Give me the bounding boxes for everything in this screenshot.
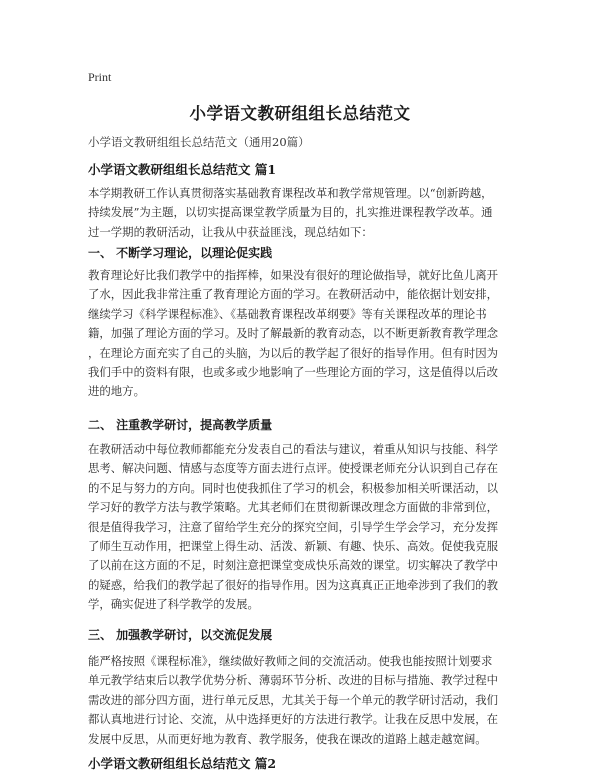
article-heading-2: 小学语文教研组组长总结范文 篇2	[88, 756, 277, 771]
section-heading-3: 三、 加强教学研讨，以交流促发展	[88, 628, 273, 642]
text-line: 过一学期的教研活动，让我从中获益匪浅，现总结如下：	[88, 224, 373, 239]
document-subtitle: 小学语文教研组组长总结范文（通用20篇）	[88, 135, 310, 149]
text-line: ，在理论方面充实了自己的头脑，为以后的教学起了很好的指导作用。但有时因为	[88, 345, 499, 360]
text-line: 进的地方。	[88, 384, 145, 399]
section-heading-2: 二、 注重教学研讨，提高教学质量	[88, 418, 273, 432]
section-1-paragraph	[88, 266, 520, 402]
text-line: 的不足与努力的方向。同时也使我抓住了学习的机会，积极参加相关听课活动，以	[88, 480, 499, 495]
text-line: 本学期教研工作认真贯彻落实基础教育课程改革和教学常规管理。以“创新跨越，	[88, 186, 493, 200]
text-line: 发展中反思，从而更好地为教育、教学服务，使我在课改的道路上越走越宽阔。	[88, 731, 487, 746]
text-line: 继续学习《科学课程标准》、《基础教育课程改革纲要》等有关课程改革的理论书	[88, 306, 487, 321]
text-line: 都认真地进行讨论、交流，从中选择更好的方法进行教学。让我在反思中发展，在	[88, 712, 499, 727]
text-line: 思考、解决问题、情感与态度等方面去进行点评。使授课老师充分认识到自己存在	[88, 461, 499, 476]
text-line: 学，确实促进了科学教学的发展。	[88, 597, 259, 612]
text-line: 单元教学结束后以教学优势分析、薄弱环节分析、改进的目标与措施、教学过程中	[88, 673, 499, 688]
text-line: 持续发展”为主题，以切实提高课堂教学质量为目的，扎实推进课程教学改革。通	[88, 205, 493, 220]
intro-paragraph	[88, 184, 520, 242]
text-line: 很是值得我学习，注意了留给学生充分的探究空间，引导学生学会学习，充分发挥	[88, 519, 499, 534]
page-title: 小学语文教研组组长总结范文	[189, 104, 411, 123]
section-2-paragraph	[88, 440, 520, 615]
text-line: 我们手中的资料有限，也或多或少地影响了一些理论方面的学习，这是值得以后改	[88, 365, 499, 380]
text-line: 学习好的教学方法与教学策略。尤其老师们在贯彻新课改理念方面做的非常到位，	[88, 500, 499, 515]
text-line: 的疑惑，给我们的教学起了很好的指导作用。因为这真真正正地牵涉到了我们的教	[88, 577, 499, 592]
text-line: 在教研活动中每位教师都能充分发表自己的看法与建议，着重从知识与技能、科学	[88, 442, 499, 456]
text-line: 能严格按照《课程标准》，继续做好教师之间的交流活动。使我也能按照计划要求	[88, 654, 493, 668]
text-line: 了以前在这方面的不足，时刻注意把课堂变成快乐高效的课堂。切实解决了教学中	[88, 558, 499, 573]
section-3-paragraph	[88, 652, 520, 749]
text-line: 籍，加强了理论方面的学习。及时了解最新的教育动态，以不断更新教育教学理念	[88, 326, 499, 341]
article-heading-1: 小学语文教研组组长总结范文 篇1	[88, 162, 277, 177]
text-line: 教育理论好比我们教学中的指挥棒，如果没有很好的理论做指导，就好比鱼儿离开	[88, 268, 499, 282]
text-line: 了水，因此我非常注重了教育理论方面的学习。在教研活动中，能依据计划安排，	[88, 287, 499, 302]
section-heading-1: 一、 不断学习理论，以理论促实践	[88, 246, 273, 260]
text-line: 需改进的部分四方面，进行单元反思，尤其关于每一个单元的教学研讨活动，我们	[88, 692, 499, 707]
text-line: 了师生互动作用，把课堂上得生动、活泼、新颖、有趣、快乐、高效。促使我克服	[88, 539, 499, 554]
print-label: Print	[88, 70, 112, 84]
